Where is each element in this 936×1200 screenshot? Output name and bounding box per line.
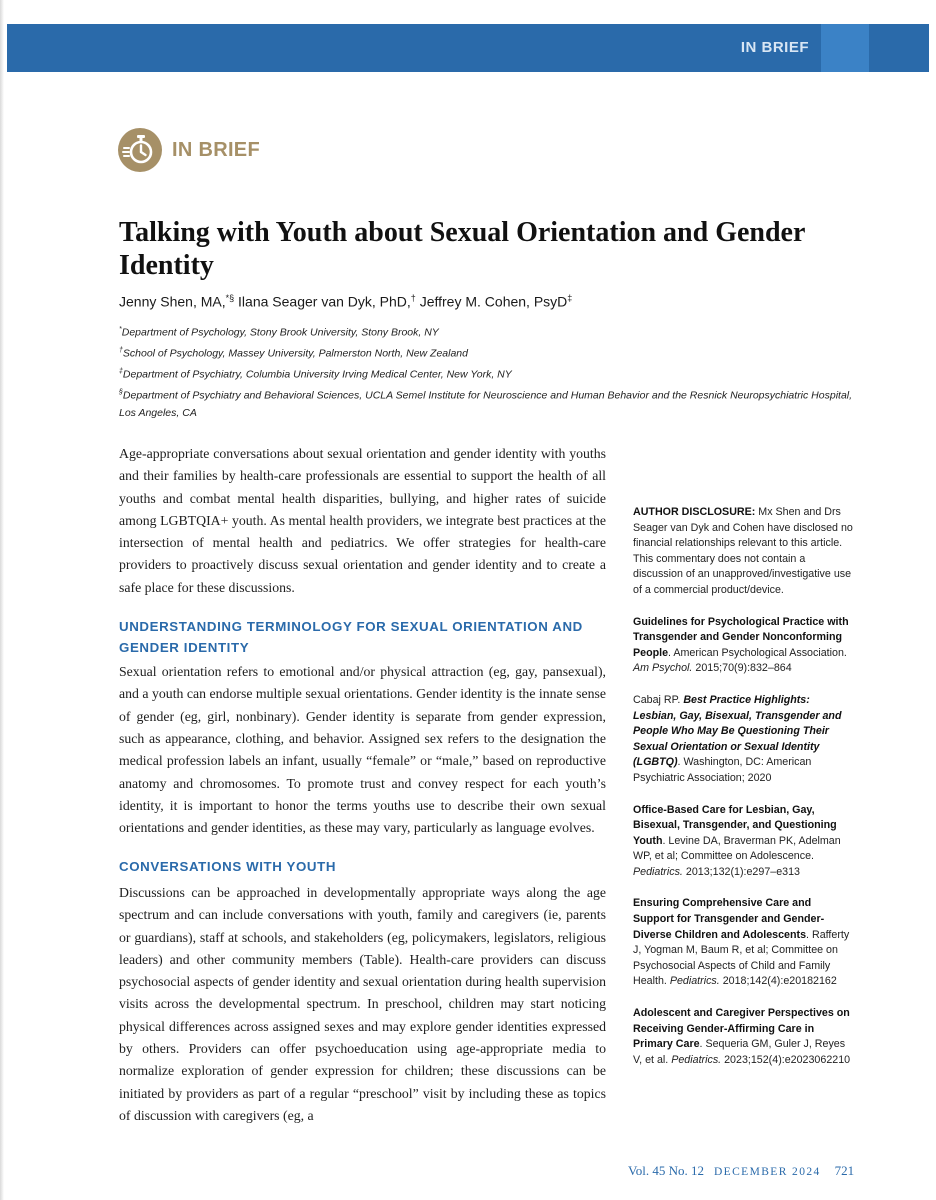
article-title: Talking with Youth about Sexual Orientation and Gender Identity bbox=[119, 217, 805, 281]
sidebar-column bbox=[633, 505, 855, 1084]
section-heading-terminology: UNDERSTANDING TERMINOLOGY FOR SEXUAL ORIENTATION AND GENDER IDENTITY bbox=[119, 619, 583, 655]
top-banner bbox=[7, 24, 929, 72]
author-name: Jenny Shen, MA, bbox=[119, 293, 226, 310]
affiliations bbox=[119, 321, 859, 423]
reference-title: Guidelines for Psychological Practice with Transgender and Gender Nonconforming People bbox=[633, 615, 849, 659]
author-name: Jeffrey M. Cohen, PsyD bbox=[419, 293, 568, 310]
reference-item bbox=[633, 693, 855, 787]
affiliation-mark: * bbox=[119, 326, 122, 333]
reference-item bbox=[633, 615, 855, 677]
author-disclosure bbox=[633, 505, 855, 599]
reference-mid: . Sequeria GM, Guler J, Reyes V, et al. bbox=[633, 1038, 846, 1066]
reference-journal: Pediatrics. bbox=[669, 975, 720, 988]
page-footer bbox=[628, 1163, 888, 1179]
section-label bbox=[118, 128, 260, 172]
reference-journal: Pediatrics. bbox=[633, 865, 683, 878]
affiliation bbox=[119, 321, 859, 342]
affiliation bbox=[119, 363, 859, 384]
affiliation-text: Department of Psychology, Stony Brook University, Stony Brook, NY bbox=[121, 326, 439, 339]
reference-title: Best Practice Highlights: Lesbian, Gay, Bisexual, Transgender and People Who May Be Questioning Their Sexual Orientation or Sexual Identity (LGBTQ) bbox=[633, 693, 842, 769]
author-marks: † bbox=[410, 293, 416, 303]
reference-journal: Am Psychol. bbox=[633, 662, 693, 675]
page-number: 721 bbox=[834, 1163, 855, 1178]
affiliation-mark: † bbox=[119, 347, 123, 354]
reference-title: Ensuring Comprehensive Care and Support for Transgender and Gender-Diverse Children and Adolescents bbox=[633, 897, 825, 941]
reference-title: Adolescent and Caregiver Perspectives on Receiving Gender-Affirming Care in Primary Care bbox=[633, 1007, 850, 1051]
reference-title: Office-Based Care for Lesbian, Gay, Bisexual, Transgender, and Questioning Youth bbox=[633, 803, 837, 847]
affiliation-text: School of Psychology, Massey University, Palmerston North, New Zealand bbox=[122, 347, 468, 360]
reference-journal: Pediatrics. bbox=[671, 1053, 722, 1066]
affiliation-mark: ‡ bbox=[119, 368, 123, 375]
disclosure-text: Mx Shen and Drs Seager van Dyk and Cohen have disclosed no financial relationships relevant to this article. This commentary does not contain a discussion of an unapproved/investigative use of a commercial product/device. bbox=[633, 506, 853, 596]
reference-mid: . American Psychological Association. bbox=[668, 646, 847, 659]
reference-item bbox=[633, 1006, 855, 1068]
reference-post: 2018;142(4):e20182162 bbox=[719, 975, 837, 988]
reference-post: 2015;70(9):832–864 bbox=[692, 662, 792, 675]
stopwatch-icon bbox=[118, 128, 162, 172]
reference-item bbox=[633, 803, 855, 881]
main-column bbox=[119, 443, 606, 1127]
affiliation-text: Department of Psychiatry and Behavioral Sciences, UCLA Semel Institute for Neuroscience and Human Behavior and the Resnick Neuropsychiatric Hospital, Los Angeles, CA bbox=[119, 389, 853, 419]
reference-pre: Cabaj RP. bbox=[633, 693, 684, 706]
affiliation-text: Department of Psychiatry, Columbia University Irving Medical Center, New York, NY bbox=[122, 368, 512, 381]
author-name: Ilana Seager van Dyk, PhD, bbox=[238, 293, 411, 310]
reference-post: 2023;152(4):e2023062210 bbox=[721, 1053, 851, 1066]
reference-mid: . Rafferty J, Yogman M, Baum R, et al; Committee on Psychosocial Aspects of Child and Family Health. bbox=[633, 928, 850, 988]
reference-mid: . Levine DA, Braverman PK, Adelman WP, et al; Committee on Adolescence. bbox=[633, 834, 841, 863]
issue-date: DECEMBER 2024 bbox=[713, 1166, 821, 1178]
page-edge-shadow bbox=[0, 0, 4, 1200]
volume-issue: Vol. 45 No. 12 bbox=[628, 1163, 704, 1178]
section-label-text: IN BRIEF bbox=[172, 138, 260, 161]
author-marks: *§ bbox=[225, 293, 235, 303]
author-marks: ‡ bbox=[567, 293, 573, 303]
disclosure-label: AUTHOR DISCLOSURE: bbox=[633, 506, 756, 518]
reference-mid: . Washington, DC: American Psychiatric Association; 2020 bbox=[633, 756, 812, 784]
body-paragraph: Discussions can be approached in developmentally appropriate ways along the age spectrum and can include conversations with youth, family and caregivers (ie, parents or guardians), staff at schools, and stakeholders (eg, policymakers, legislators, religious leaders) and other community members (Table). Health-care providers can discuss psychosocial aspects of gender identity and sexual orientation during health supervision visits across the developmental spectrum. In preschool, children may start noticing physical differences across assigned sexes and may explore gender identities expressed by others. Providers can offer psychoeducation using age-appropriate media to normalize exploration of gender expression for children; these discussions can be initiated by providers as part of a regular “preschool” visit by including these as topics of discussion with caregivers (eg, a bbox=[119, 884, 606, 1123]
banner-accent-block bbox=[821, 24, 869, 72]
banner-label: IN BRIEF bbox=[740, 39, 809, 56]
reference-item bbox=[633, 896, 855, 990]
affiliation bbox=[119, 384, 859, 423]
abstract-paragraph: Age-appropriate conversations about sexual orientation and gender identity with youths and their families by health-care professionals are essential to support the health of all youths and combat mental health disparities, bullying, and higher rates of suicide among LGBTQIA+ youth. As mental health providers, we integrate best practices at the intersection of mental health and pediatrics. We offer strategies for health-care providers to proactively discuss sexual orientation and gender identity and to create a safe place for these discussions. bbox=[119, 446, 606, 595]
author-line bbox=[119, 293, 572, 310]
section-heading-conversations: CONVERSATIONS WITH YOUTH bbox=[119, 859, 337, 875]
reference-post: 2013;132(1):e297–e313 bbox=[682, 865, 800, 878]
body-paragraph: Sexual orientation refers to emotional and/or physical attraction (eg, gay, pansexual), and a youth can endorse multiple sexual orientations. Gender identity is the innate sense of gender (eg, girl, nonbinary). Gender identity is separate from gender expression, such as appearance, clothing, and behavior. Assigned sex refers to the designation the medical profession labels an infant, usually “female” or “male,” based on reproductive anatomy and chromosomes. To promote trust and convey respect for each youth’s identity, it is important to honor the terms youths use to describe their own sexual orientations and gender identities, as these may vary, particularly as language evolves. bbox=[119, 664, 606, 836]
affiliation bbox=[119, 342, 859, 363]
affiliation-mark: § bbox=[119, 389, 123, 396]
